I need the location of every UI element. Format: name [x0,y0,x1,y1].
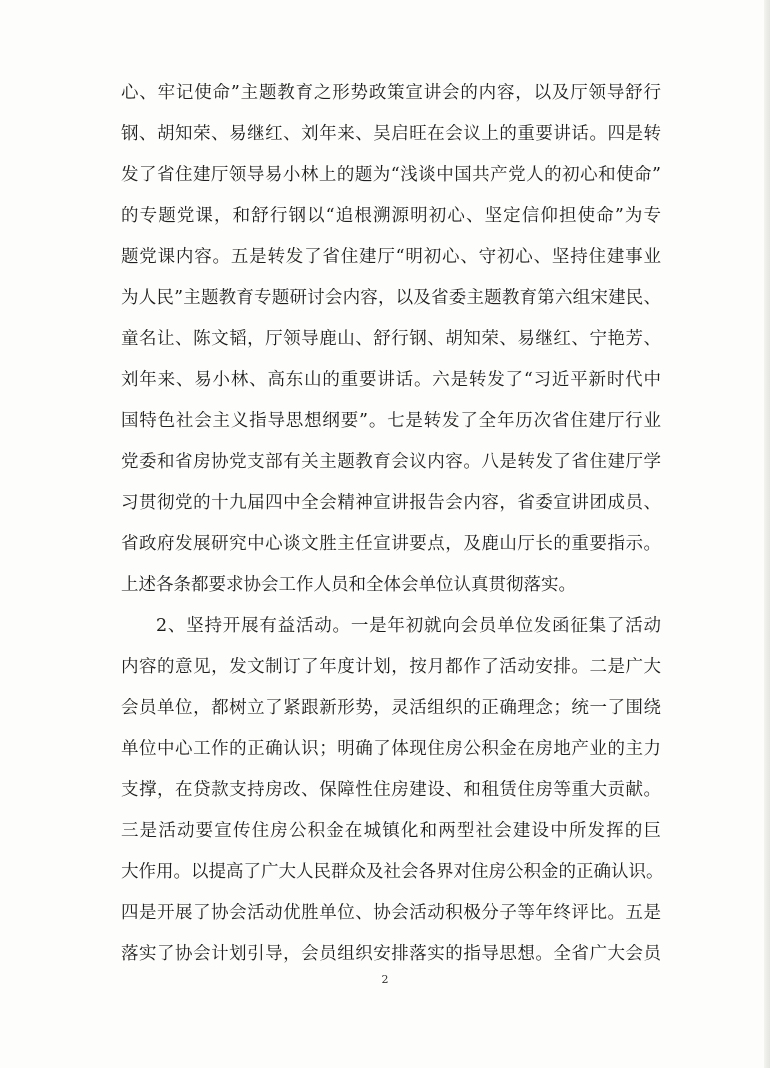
text-line: 发了省住建厅领导易小林上的题为“浅谈中国共产党人的初心和使命” [121,165,661,185]
text-line: 心、牢记使命”主题教育之形势政策宣讲会的内容，以及厅领导舒行 [121,83,661,103]
text-line: 四是开展了协会活动优胜单位、协会活动积极分子等年终评比。五是 [121,903,661,923]
text-line: 国特色社会主义指导思想纲要”。七是转发了全年历次省住建厅行业 [121,411,661,431]
text-line: 上述各条都要求协会工作人员和全体会单位认真贯彻落实。 [121,575,576,595]
text-line: 习贯彻党的十九届四中全会精神宣讲报告会内容，省委宣讲团成员、 [121,493,661,513]
text-line: 童名让、陈文韬，厅领导鹿山、舒行钢、胡知荣、易继红、宁艳芳、 [121,329,661,349]
text-line: 省政府发展研究中心谈文胜主任宣讲要点，及鹿山厅长的重要指示。 [121,534,661,554]
text-line: 钢、胡知荣、易继红、刘年来、吴启旺在会议上的重要讲话。四是转 [121,124,661,144]
text-line: 刘年来、易小林、高东山的重要讲话。六是转发了“习近平新时代中 [121,370,661,390]
text-line: 的专题党课，和舒行钢以“追根溯源明初心、坚定信仰担使命”为专 [121,206,661,226]
text-line: 单位中心工作的正确认识；明确了体现住房公积金在房地产业的主力 [121,739,661,759]
text-line: 大作用。以提高了广大人民群众及社会各界对住房公积金的正确认识。 [121,862,664,882]
paragraph-2-body [121,647,664,975]
body-text [121,73,664,975]
paragraph-1 [121,73,661,606]
text-line: 会员单位，都树立了紧跟新形势，灵活组织的正确理念；统一了围绕 [121,698,661,718]
text-line: 内容的意见，发文制订了年度计划，按月都作了活动安排。二是广大 [121,657,661,677]
text-line: 为人民”主题教育专题研讨会内容，以及省委主题教育第六组宋建民、 [121,288,661,308]
text-line: 题党课内容。五是转发了省住建厅“明初心、守初心、坚持住建事业 [121,247,661,267]
text-line: 党委和省房协党支部有关主题教育会议内容。八是转发了省住建厅学 [121,452,661,472]
scan-edge [764,0,770,1068]
page-number: 2 [381,973,389,986]
text-line: 2、坚持开展有益活动。一是年初就向会员单位发函征集了活动 [156,616,661,636]
text-line: 三是活动要宣传住房公积金在城镇化和两型社会建设中所发挥的巨 [121,821,661,841]
text-line: 落实了协会计划引导，会员组织安排落实的指导思想。全省广大会员 [121,944,661,964]
text-line: 支撑，在贷款支持房改、保障性住房建设、和租赁住房等重大贡献。 [121,780,661,800]
paragraph-2 [156,606,661,647]
